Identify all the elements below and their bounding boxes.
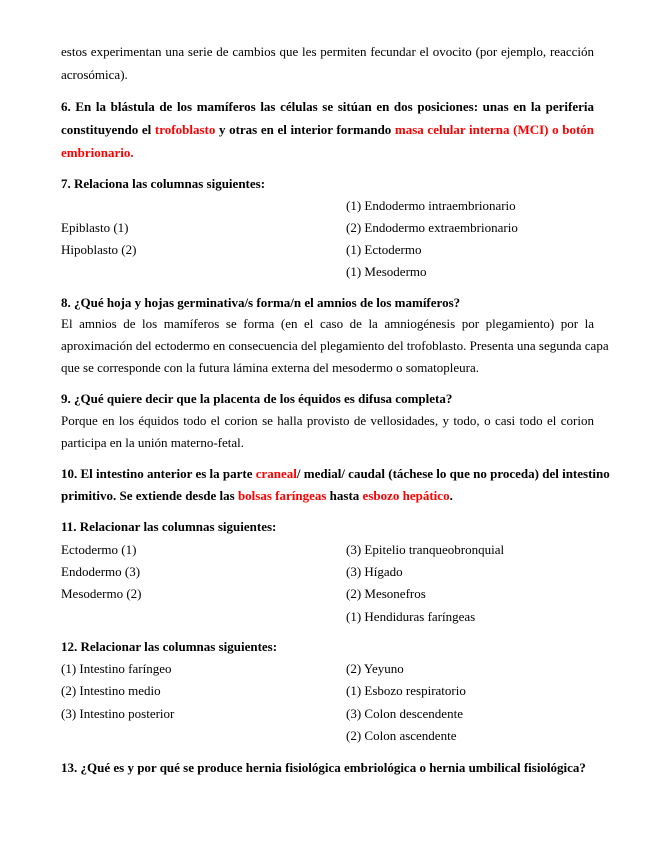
q11-left-item: Endodermo (3) bbox=[61, 564, 141, 579]
q9-heading: 9. ¿Qué quiere decir que la placenta de los équidos es difusa completa? bbox=[61, 391, 453, 406]
q6-line-2 bbox=[61, 122, 594, 138]
q7-right-item: (1) Mesodermo bbox=[346, 264, 427, 279]
q11-row bbox=[61, 564, 594, 580]
q12-right-item: (1) Esbozo respiratorio bbox=[346, 683, 466, 698]
q11-row bbox=[61, 542, 594, 558]
q11-right-item: (3) Epitelio tranqueobronquial bbox=[346, 542, 505, 557]
q6-line-1: 6. En la blástula de los mamíferos las células se sitúan en dos posiciones: unas en la periferia bbox=[61, 99, 594, 114]
q7-left-item: Hipoblasto (2) bbox=[61, 242, 137, 257]
q7-right-item: (1) Ectodermo bbox=[346, 242, 422, 257]
q12-heading: 12. Relacionar las columnas siguientes: bbox=[61, 639, 278, 654]
q10-answer-esbozo: esbozo hepático bbox=[362, 488, 450, 503]
q11-heading: 11. Relacionar las columnas siguientes: bbox=[61, 519, 277, 534]
q12-right-item: (2) Yeyuno bbox=[346, 661, 404, 676]
q10-text: primitivo. Se extiende desde las bbox=[61, 488, 238, 503]
q6-answer-trofoblasto: trofoblasto bbox=[154, 122, 216, 137]
q11-row bbox=[61, 586, 594, 602]
q12-left-item: (1) Intestino faríngeo bbox=[61, 661, 172, 676]
q13-heading: 13. ¿Qué es y por qué se produce hernia fisiológica embriológica o hernia umbilical fisiológica? bbox=[61, 760, 586, 775]
q12-row bbox=[61, 683, 594, 699]
q10-text: 10. El intestino anterior es la parte bbox=[61, 466, 256, 481]
q12-right-item: (3) Colon descendente bbox=[346, 706, 463, 721]
q7-heading: 7. Relaciona las columnas siguientes: bbox=[61, 176, 266, 191]
q11-left-item: Mesodermo (2) bbox=[61, 586, 142, 601]
q12-left-item: (2) Intestino medio bbox=[61, 683, 161, 698]
q8-line-3: que se corresponde con la futura lámina externa del mesodermo o somatopleura. bbox=[61, 360, 480, 375]
q8-heading: 8. ¿Qué hoja y hojas germinativa/s forma/n el amnios de los mamíferos? bbox=[61, 295, 461, 310]
q7-right-item: (1) Endodermo intraembrionario bbox=[346, 198, 516, 213]
q12-right-item: (2) Colon ascendente bbox=[346, 728, 457, 743]
q10-text: / medial/ caudal (táchese lo que no proceda) del intestino bbox=[296, 466, 610, 481]
q7-left-item: Epiblasto (1) bbox=[61, 220, 129, 235]
q6-text: y otras en el interior formando bbox=[215, 122, 395, 137]
q6-text: constituyendo el bbox=[61, 122, 155, 137]
q10-answer-bolsas: bolsas faríngeas bbox=[237, 488, 327, 503]
intro-line-2: acrosómica). bbox=[61, 67, 128, 82]
q10-line-1 bbox=[61, 466, 610, 482]
q7-right-item: (2) Endodermo extraembrionario bbox=[346, 220, 518, 235]
q6-line-3: embrionario. bbox=[61, 145, 134, 160]
q10-line-2 bbox=[61, 488, 594, 504]
q7-row bbox=[61, 220, 594, 236]
q12-left-item: (3) Intestino posterior bbox=[61, 706, 175, 721]
q7-row bbox=[61, 242, 594, 258]
q11-right-item: (3) Hígado bbox=[346, 564, 403, 579]
q9-line-2: participa en la unión materno-fetal. bbox=[61, 435, 245, 450]
q12-row bbox=[61, 661, 594, 677]
q6-answer-mci: masa celular interna (MCI) o botón bbox=[394, 122, 595, 137]
q8-line-1: El amnios de los mamíferos se forma (en el caso de la amniogénesis por plegamiento) por la bbox=[61, 316, 594, 331]
q11-right-item: (2) Mesonefros bbox=[346, 586, 426, 601]
q12-row bbox=[61, 706, 594, 722]
q11-right-item: (1) Hendiduras faríngeas bbox=[346, 609, 476, 624]
q9-line-1: Porque en los équidos todo el corion se halla provisto de vellosidades, y todo, o casi todo el corion bbox=[61, 413, 594, 428]
q8-line-2: aproximación del ectodermo en consecuencia del plegamiento del trofoblasto. Presenta una segunda capa bbox=[61, 338, 609, 353]
q10-text: hasta bbox=[326, 488, 363, 503]
q10-text: . bbox=[449, 488, 453, 503]
intro-line-1: estos experimentan una serie de cambios que les permiten fecundar el ovocito (por ejemplo, reacción bbox=[61, 44, 594, 59]
q11-left-item: Ectodermo (1) bbox=[61, 542, 137, 557]
q10-answer-craneal: craneal bbox=[255, 466, 297, 481]
